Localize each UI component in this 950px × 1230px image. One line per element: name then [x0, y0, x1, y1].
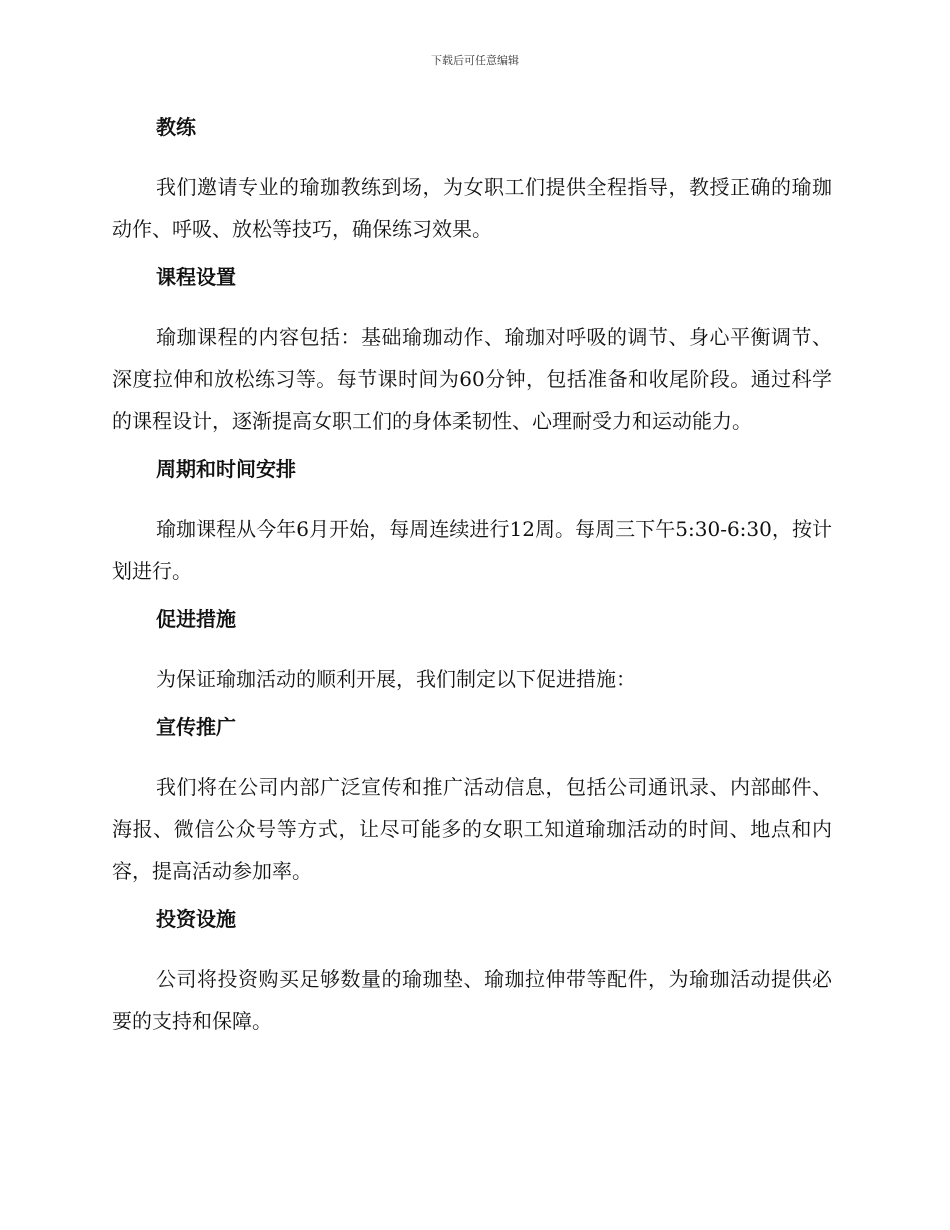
section-schedule: [112, 454, 832, 592]
section-paragraph: 瑜珈课程的内容包括：基础瑜珈动作、瑜珈对呼吸的调节、身心平衡调节、深度拉伸和放松练习等。每节课时间为60分钟，包括准备和收尾阶段。通过科学的课程设计，逐渐提高女职工们的身体柔韧性、心理耐受力和运动能力。: [112, 325, 832, 433]
section-paragraph: 公司将投资购买足够数量的瑜珈垫、瑜珈拉伸带等配件，为瑜珈活动提供必要的支持和保障。: [112, 967, 832, 1033]
section-paragraph: 瑜珈课程从今年6月开始，每周连续进行12周。每周三下午5:30-6:30，按计划进行。: [112, 517, 832, 583]
section-facility-investment: [112, 904, 832, 1042]
section-paragraph: 为保证瑜珈活动的顺利开展，我们制定以下促进措施：: [156, 667, 636, 691]
section-promotion-measures: [112, 604, 832, 700]
section-publicity: [112, 712, 832, 892]
section-paragraph: 我们将在公司内部广泛宣传和推广活动信息，包括公司通讯录、内部邮件、海报、微信公众号等方式，让尽可能多的女职工知道瑜珈活动的时间、地点和内容，提高活动参加率。: [112, 775, 832, 883]
section-heading: 宣传推广: [156, 715, 236, 739]
section-course-setup: [112, 262, 832, 442]
section-heading: 投资设施: [156, 907, 236, 931]
page-header: 下载后可任意编辑: [431, 54, 519, 67]
document-body: [112, 112, 832, 1054]
section-heading: 教练: [156, 115, 196, 139]
section-heading: 促进措施: [156, 607, 236, 631]
section-heading: 课程设置: [156, 265, 236, 289]
section-paragraph: 我们邀请专业的瑜珈教练到场，为女职工们提供全程指导，教授正确的瑜珈动作、呼吸、放松等技巧，确保练习效果。: [112, 175, 832, 241]
section-coach: [112, 112, 832, 250]
section-heading: 周期和时间安排: [156, 457, 296, 481]
